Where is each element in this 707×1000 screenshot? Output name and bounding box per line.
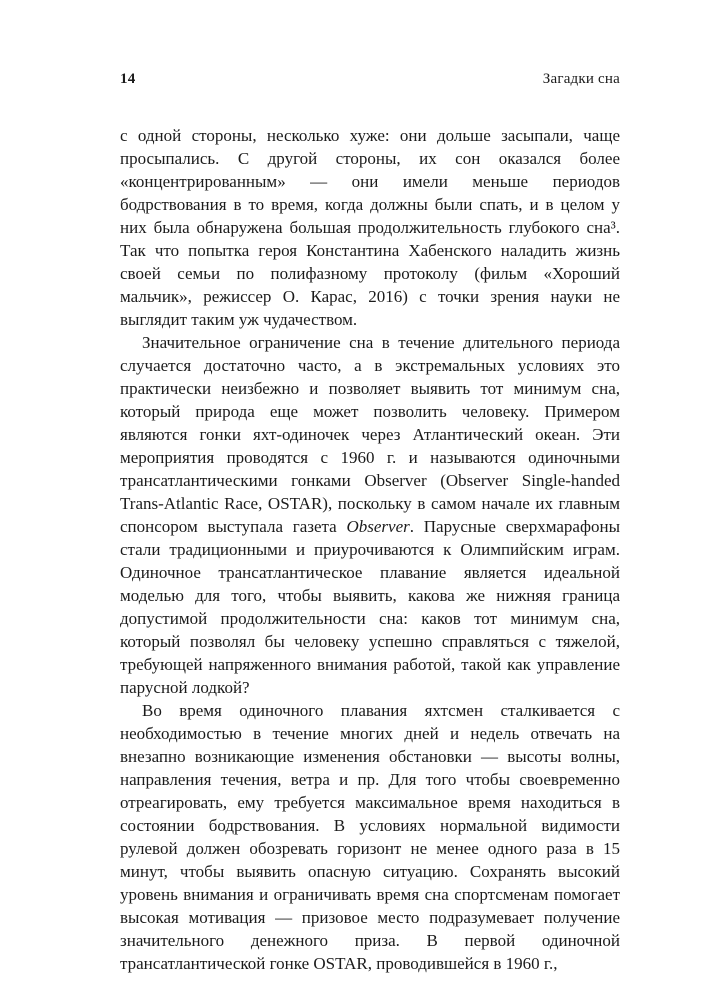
page-content xyxy=(120,70,620,975)
newspaper-name-italic: Observer xyxy=(346,517,410,536)
running-head xyxy=(120,70,620,88)
paragraph-ostar xyxy=(120,331,620,699)
page-number: 14 xyxy=(120,71,136,87)
paragraph-ostar-text-after-italic: . Парусные сверхмарафоны стали традиционными и приурочиваются к Олимпийским играм. Одиночное трансатлантическое плавание является идеальной моделью для того, чтобы выявить, какова же нижняя граница допустимой продолжительности сна: каков тот минимум сна, который позволял бы человеку успешно справляться с тяжелой, требующей напряженного внимания работой, такой как управление парусной лодкой? xyxy=(120,517,621,697)
paragraph-solo-sailing xyxy=(120,699,620,975)
paragraph-continuation xyxy=(120,124,620,331)
paragraph-ostar-text-before-italic: Значительное ограничение сна в течение длительного периода случается достаточно часто, а в экстремальных условиях это практически неизбежно и позволяет выявить тот минимум сна, который природа еще может позволить человеку. Примером являются гонки яхт-одиночек через Атлантический океан. Эти мероприятия проводятся с 1960 г. и называются одиночными трансатлантическими гонками Observer (Observer Single-handed Trans-Atlantic Race, OSTAR), поскольку в самом начале их главным спонсором выступала газета xyxy=(120,333,620,536)
running-title: Загадки сна xyxy=(542,71,620,87)
paragraph-solo-sailing-text: Во время одиночного плавания яхтсмен сталкивается с необходимостью в течение многих дней и недель отвечать на внезапно возникающие изменения обстановки — высоты волны, направления течения, ветра и пр. Для того чтобы своевременно отреагировать, ему требуется максимальное время находиться в состоянии бодрствования. В условиях нормальной видимости рулевой должен обозревать горизонт не менее одного раза в 15 минут, чтобы выявить опасную ситуацию. Сохранять высокий уровень внимания и ограничивать время сна спортсменам помогает высокая мотивация — призовое место подразумевает получение значительного денежного приза. В первой одиночной трансатлантической гонке OSTAR, проводившейся в 1960 г., xyxy=(120,701,620,973)
paragraph-continuation-text: с одной стороны, несколько хуже: они дольше засыпали, чаще просыпались. С другой стороны, их сон оказался более «концентрированным» — они имели меньше периодов бодрствования в то время, когда должны были спать, и в целом у них была обнаружена большая продолжительность глубокого сна³. Так что попытка героя Константина Хабенского наладить жизнь своей семьи по полифазному протоколу (фильм «Хороший мальчик», режиссер О. Карас, 2016) с точки зрения науки не выглядит таким уж чудачеством. xyxy=(120,126,620,329)
body-text xyxy=(120,124,620,975)
